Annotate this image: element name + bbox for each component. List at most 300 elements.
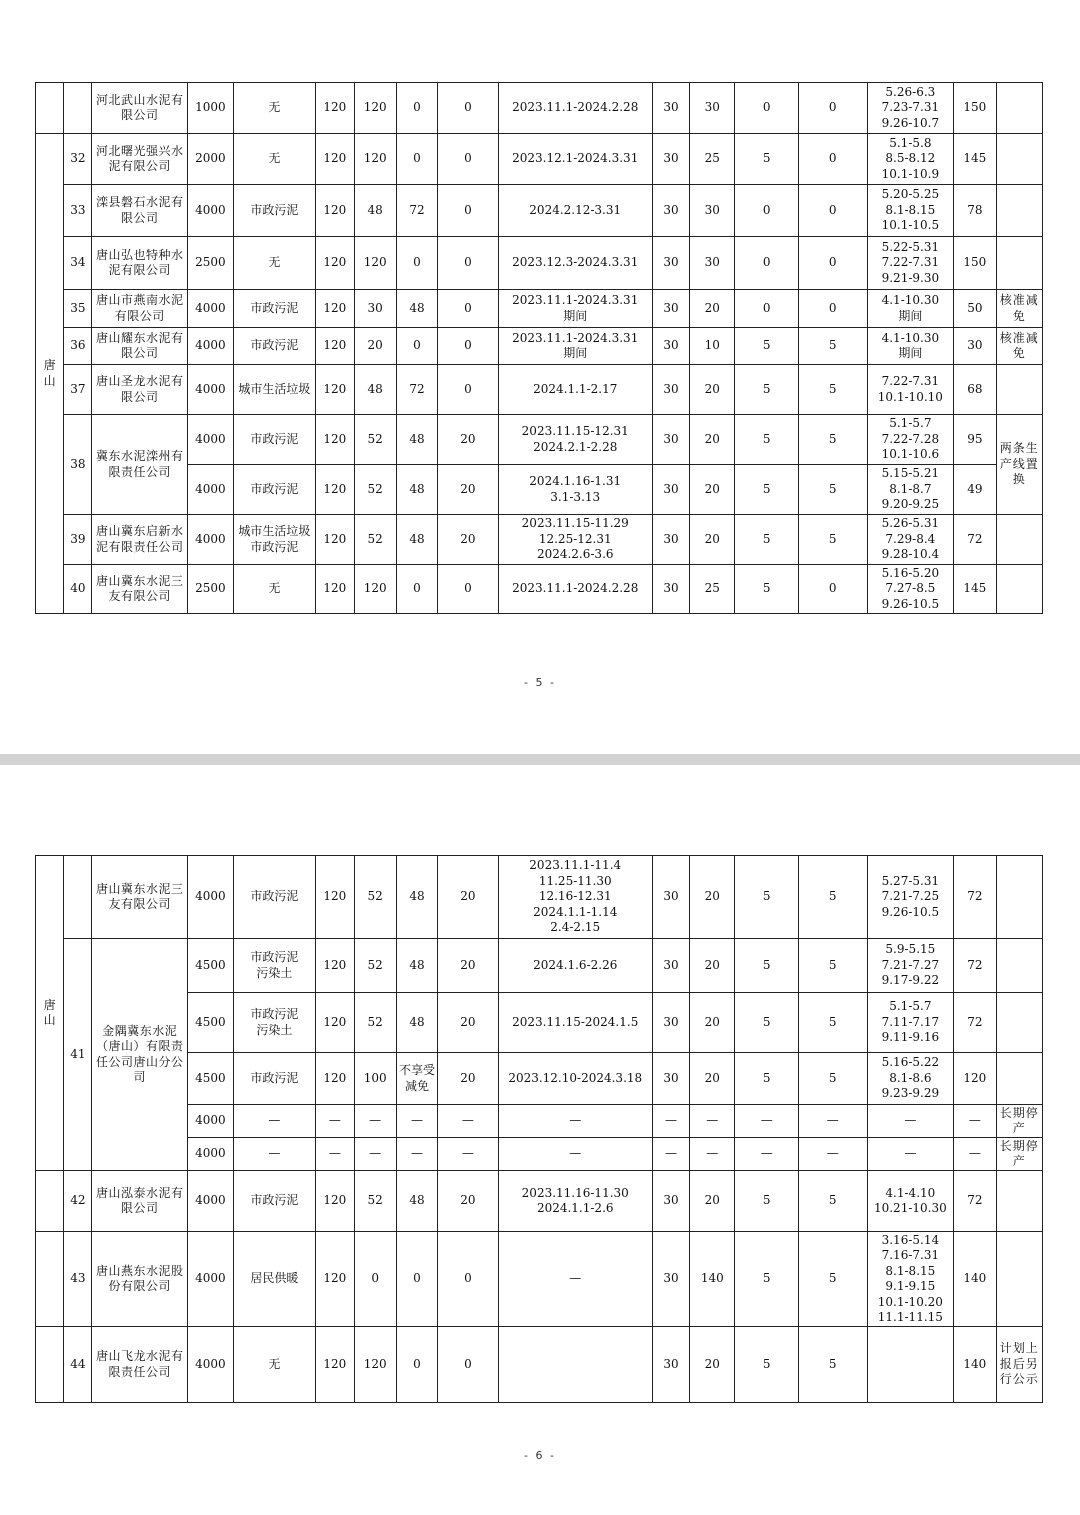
remark [996, 1053, 1042, 1105]
days-d1: — [652, 1138, 689, 1171]
days-d2: 30 [690, 237, 735, 290]
total-days: 140 [954, 1327, 996, 1403]
page-number: - 6 - [524, 1449, 556, 1462]
capacity: 2500 [188, 565, 233, 614]
days-d1: 30 [652, 134, 689, 185]
days-c2: 20 [354, 328, 396, 365]
days-d4: — [798, 1138, 867, 1171]
enterprise-table-page5 [35, 82, 1043, 614]
stop-dates [867, 1327, 954, 1403]
days-c3: 0 [396, 83, 437, 134]
remark: 核准减免 [996, 328, 1042, 365]
days-d3: 5 [735, 1232, 799, 1327]
days-d1: 30 [652, 415, 689, 465]
days-c4: 20 [438, 939, 498, 993]
heating-period: 2023.11.16-11.30 2024.1.1-2.6 [498, 1171, 652, 1232]
capacity: 4000 [188, 1105, 233, 1138]
days-c2: 48 [354, 365, 396, 415]
company-name: 金隅冀东水泥（唐山）有限责任公司唐山分公司 [92, 939, 188, 1171]
company-name: 唐山泓泰水泥有限公司 [92, 1171, 188, 1232]
total-days: 150 [954, 237, 996, 290]
remark: 核准减免 [996, 290, 1042, 328]
days-c1: 120 [316, 515, 354, 565]
total-days: 49 [954, 465, 996, 515]
days-d3: 5 [735, 1327, 799, 1403]
company-name: 滦县磐石水泥有限公司 [92, 185, 188, 237]
table-row [36, 939, 1043, 993]
total-days: 30 [954, 328, 996, 365]
days-c2: 30 [354, 290, 396, 328]
days-d4: 5 [798, 415, 867, 465]
days-c3: 48 [396, 939, 437, 993]
days-c2: 52 [354, 993, 396, 1053]
days-d3: 5 [735, 993, 799, 1053]
days-c3: 72 [396, 185, 437, 237]
reason: 市政污泥 [233, 1053, 316, 1105]
days-c3: 0 [396, 134, 437, 185]
days-d1: 30 [652, 237, 689, 290]
days-d2: 30 [690, 83, 735, 134]
days-d4: 0 [798, 185, 867, 237]
days-c3: 0 [396, 565, 437, 614]
region-cell [36, 1327, 64, 1403]
stop-dates: 5.16-5.22 8.1-8.6 9.23-9.29 [867, 1053, 954, 1105]
table-row [36, 856, 1043, 939]
days-d2: 20 [690, 1327, 735, 1403]
days-c3: 48 [396, 993, 437, 1053]
remark [996, 856, 1042, 939]
stop-dates: 5.1-5.8 8.5-8.12 10.1-10.9 [867, 134, 954, 185]
heating-period: 2023.11.1-2024.2.28 [498, 565, 652, 614]
remark [996, 365, 1042, 415]
remark [996, 515, 1042, 565]
capacity: 4000 [188, 515, 233, 565]
reason: — [233, 1105, 316, 1138]
days-c1: 120 [316, 83, 354, 134]
stop-dates: 5.1-5.7 7.11-7.17 9.11-9.16 [867, 993, 954, 1053]
region-label: 唐山 [36, 856, 64, 1171]
days-d3: 5 [735, 415, 799, 465]
table-row [36, 290, 1043, 328]
days-d1: 30 [652, 290, 689, 328]
days-d2: 30 [690, 185, 735, 237]
stop-dates: 4.1-4.10 10.21-10.30 [867, 1171, 954, 1232]
days-c1: 120 [316, 565, 354, 614]
capacity: 4500 [188, 939, 233, 993]
days-c3: 48 [396, 465, 437, 515]
row-number: 32 [64, 134, 92, 185]
days-d2: 20 [690, 856, 735, 939]
company-name: 唐山圣龙水泥有限公司 [92, 365, 188, 415]
days-d3: 0 [735, 290, 799, 328]
days-c1: 120 [316, 856, 354, 939]
days-c4: 20 [438, 1171, 498, 1232]
days-c1: 120 [316, 328, 354, 365]
heating-period: 2024.1.16-1.31 3.1-3.13 [498, 465, 652, 515]
row-number: 42 [64, 1171, 92, 1232]
days-d2: 20 [690, 290, 735, 328]
days-c1: 120 [316, 1171, 354, 1232]
days-c2: 52 [354, 856, 396, 939]
days-d2: — [690, 1138, 735, 1171]
days-d2: 20 [690, 465, 735, 515]
heating-period: 2023.11.15-2024.1.5 [498, 993, 652, 1053]
days-d3: — [735, 1105, 799, 1138]
days-c4: 0 [438, 328, 498, 365]
row-number: 37 [64, 365, 92, 415]
table-row [36, 1327, 1043, 1403]
total-days: 145 [954, 134, 996, 185]
reason: 市政污泥 [233, 290, 316, 328]
days-d4: 5 [798, 856, 867, 939]
days-c2: 120 [354, 83, 396, 134]
days-c4: 0 [438, 565, 498, 614]
days-c4: — [438, 1105, 498, 1138]
capacity: 4000 [188, 1171, 233, 1232]
total-days: 150 [954, 83, 996, 134]
stop-dates: 5.1-5.7 7.22-7.28 10.1-10.6 [867, 415, 954, 465]
days-d2: — [690, 1105, 735, 1138]
total-days: 72 [954, 856, 996, 939]
remark: 计划上报后另行公示 [996, 1327, 1042, 1403]
reason: 市政污泥 [233, 185, 316, 237]
days-c3: 48 [396, 290, 437, 328]
days-c4: 20 [438, 993, 498, 1053]
total-days: — [954, 1105, 996, 1138]
days-c3: 不享受减免 [396, 1053, 437, 1105]
heating-period: 2024.2.12-3.31 [498, 185, 652, 237]
days-d2: 25 [690, 565, 735, 614]
table-row [36, 365, 1043, 415]
days-d3: 5 [735, 939, 799, 993]
stop-dates: 5.27-5.31 7.21-7.25 9.26-10.5 [867, 856, 954, 939]
reason: 市政污泥 [233, 328, 316, 365]
days-d3: 5 [735, 465, 799, 515]
days-c3: 48 [396, 856, 437, 939]
days-d2: 25 [690, 134, 735, 185]
days-c2: 52 [354, 515, 396, 565]
remark: 长期停产 [996, 1138, 1042, 1171]
heating-period: 2024.1.6-2.26 [498, 939, 652, 993]
days-c2: 52 [354, 415, 396, 465]
stop-dates: 5.9-5.15 7.21-7.27 9.17-9.22 [867, 939, 954, 993]
days-c3: 0 [396, 1232, 437, 1327]
region-cell [36, 1171, 64, 1232]
total-days: 72 [954, 939, 996, 993]
days-c2: 52 [354, 939, 396, 993]
company-name: 河北武山水泥有限公司 [92, 83, 188, 134]
row-number: 33 [64, 185, 92, 237]
days-c1: 120 [316, 1327, 354, 1403]
total-days: 120 [954, 1053, 996, 1105]
stop-dates: 5.15-5.21 8.1-8.7 9.20-9.25 [867, 465, 954, 515]
reason: 市政污泥 [233, 1171, 316, 1232]
capacity: 4000 [188, 290, 233, 328]
stop-dates: 5.26-6.3 7.23-7.31 9.26-10.7 [867, 83, 954, 134]
days-c2: — [354, 1138, 396, 1171]
days-c1: 120 [316, 237, 354, 290]
days-c3: 0 [396, 237, 437, 290]
days-d3: 5 [735, 365, 799, 415]
remark [996, 83, 1042, 134]
heating-period: — [498, 1138, 652, 1171]
table-row [36, 415, 1043, 465]
days-d2: 20 [690, 1053, 735, 1105]
total-days: — [954, 1138, 996, 1171]
company-name: 唐山冀东水泥三友有限公司 [92, 856, 188, 939]
days-d3: — [735, 1138, 799, 1171]
stop-dates: 5.20-5.25 8.1-8.15 10.1-10.5 [867, 185, 954, 237]
days-c4: 0 [438, 185, 498, 237]
days-c4: 20 [438, 1053, 498, 1105]
total-days: 72 [954, 515, 996, 565]
days-d3: 5 [735, 856, 799, 939]
days-d4: 5 [798, 465, 867, 515]
days-d1: 30 [652, 328, 689, 365]
table-row [36, 134, 1043, 185]
row-number: 35 [64, 290, 92, 328]
company-name: 唐山飞龙水泥有限责任公司 [92, 1327, 188, 1403]
days-d3: 5 [735, 1171, 799, 1232]
days-c1: 120 [316, 1232, 354, 1327]
remark [996, 993, 1042, 1053]
days-d4: 5 [798, 1053, 867, 1105]
days-c1: 120 [316, 1053, 354, 1105]
days-c4: 0 [438, 365, 498, 415]
row-number: 39 [64, 515, 92, 565]
days-d2: 10 [690, 328, 735, 365]
heating-period: 2023.12.10-2024.3.18 [498, 1053, 652, 1105]
reason: 无 [233, 565, 316, 614]
days-c3: — [396, 1138, 437, 1171]
days-d3: 0 [735, 185, 799, 237]
days-d2: 20 [690, 415, 735, 465]
heating-period: — [498, 1232, 652, 1327]
reason: 无 [233, 237, 316, 290]
days-c4: 0 [438, 1327, 498, 1403]
days-c1: — [316, 1105, 354, 1138]
days-c4: 0 [438, 237, 498, 290]
reason: — [233, 1138, 316, 1171]
company-name: 河北曙光强兴水泥有限公司 [92, 134, 188, 185]
days-c2: 48 [354, 185, 396, 237]
days-d1: 30 [652, 993, 689, 1053]
days-d1: 30 [652, 939, 689, 993]
reason: 市政污泥 污染土 [233, 993, 316, 1053]
days-d4: 5 [798, 993, 867, 1053]
days-c2: 52 [354, 465, 396, 515]
table-row [36, 83, 1043, 134]
company-name: 唐山弘也特种水泥有限公司 [92, 237, 188, 290]
table-row [36, 1171, 1043, 1232]
capacity: 4500 [188, 993, 233, 1053]
heating-period: 2023.11.15-11.29 12.25-12.31 2024.2.6-3.6 [498, 515, 652, 565]
days-c2: 0 [354, 1232, 396, 1327]
row-number: 44 [64, 1327, 92, 1403]
days-d3: 5 [735, 134, 799, 185]
heating-period [498, 1327, 652, 1403]
table-row [36, 1232, 1043, 1327]
days-c2: 120 [354, 1327, 396, 1403]
capacity: 4000 [188, 465, 233, 515]
reason: 市政污泥 [233, 465, 316, 515]
heating-period: 2023.11.1-2024.2.28 [498, 83, 652, 134]
days-c4: 0 [438, 83, 498, 134]
total-days: 95 [954, 415, 996, 465]
reason: 无 [233, 134, 316, 185]
days-d4: 5 [798, 365, 867, 415]
heating-period: 2024.1.1-2.17 [498, 365, 652, 415]
enterprise-table-page6 [35, 855, 1043, 1403]
days-d2: 20 [690, 939, 735, 993]
days-d2: 140 [690, 1232, 735, 1327]
reason: 无 [233, 1327, 316, 1403]
remark: 两条生产线置换 [996, 415, 1042, 515]
table-row [36, 328, 1043, 365]
company-name: 唐山市燕南水泥有限公司 [92, 290, 188, 328]
remark [996, 1232, 1042, 1327]
days-d3: 5 [735, 565, 799, 614]
page-number: - 5 - [524, 676, 556, 689]
remark [996, 1171, 1042, 1232]
days-c4: 20 [438, 515, 498, 565]
days-c1: 120 [316, 415, 354, 465]
heating-period: — [498, 1105, 652, 1138]
days-c3: — [396, 1105, 437, 1138]
days-c4: 20 [438, 415, 498, 465]
days-d3: 0 [735, 83, 799, 134]
days-c2: 120 [354, 134, 396, 185]
total-days: 72 [954, 993, 996, 1053]
stop-dates: 3.16-5.14 7.16-7.31 8.1-8.15 9.1-9.15 10.1-10.20 11.1-11.15 [867, 1232, 954, 1327]
remark: 长期停产 [996, 1105, 1042, 1138]
stop-dates: 5.16-5.20 7.27-8.5 9.26-10.5 [867, 565, 954, 614]
days-d4: 0 [798, 290, 867, 328]
row-number: 40 [64, 565, 92, 614]
days-c3: 72 [396, 365, 437, 415]
days-c4: 20 [438, 465, 498, 515]
page-separator [0, 754, 1080, 765]
total-days: 78 [954, 185, 996, 237]
days-c2: 120 [354, 237, 396, 290]
remark [996, 237, 1042, 290]
capacity: 1000 [188, 83, 233, 134]
days-c1: 120 [316, 185, 354, 237]
stop-dates: — [867, 1105, 954, 1138]
region-cell [36, 1232, 64, 1327]
total-days: 140 [954, 1232, 996, 1327]
days-c4: — [438, 1138, 498, 1171]
row-number: 34 [64, 237, 92, 290]
remark [996, 134, 1042, 185]
capacity: 4000 [188, 1138, 233, 1171]
days-c4: 0 [438, 290, 498, 328]
table-row [36, 237, 1043, 290]
days-d1: 30 [652, 565, 689, 614]
company-name: 唐山耀东水泥有限公司 [92, 328, 188, 365]
days-c4: 20 [438, 856, 498, 939]
remark [996, 185, 1042, 237]
days-d4: 0 [798, 134, 867, 185]
row-number: 43 [64, 1232, 92, 1327]
days-d4: 5 [798, 1327, 867, 1403]
heating-period: 2023.12.1-2024.3.31 [498, 134, 652, 185]
company-name: 唐山冀东启新水泥有限责任公司 [92, 515, 188, 565]
days-d1: 30 [652, 465, 689, 515]
days-d4: 5 [798, 1171, 867, 1232]
days-c3: 48 [396, 1171, 437, 1232]
remark [996, 565, 1042, 614]
days-d4: 0 [798, 83, 867, 134]
reason: 市政污泥 [233, 415, 316, 465]
days-d1: 30 [652, 1171, 689, 1232]
days-d4: 5 [798, 1232, 867, 1327]
days-d1: 30 [652, 83, 689, 134]
days-d1: 30 [652, 185, 689, 237]
total-days: 50 [954, 290, 996, 328]
capacity: 2500 [188, 237, 233, 290]
days-c2: — [354, 1105, 396, 1138]
row-number [64, 856, 92, 939]
total-days: 145 [954, 565, 996, 614]
days-c2: 52 [354, 1171, 396, 1232]
days-d3: 5 [735, 328, 799, 365]
company-name: 冀东水泥滦州有限责任公司 [92, 415, 188, 515]
table-row [36, 185, 1043, 237]
capacity: 4000 [188, 1327, 233, 1403]
days-c4: 0 [438, 134, 498, 185]
company-name: 唐山冀东水泥三友有限公司 [92, 565, 188, 614]
reason: 居民供暖 [233, 1232, 316, 1327]
days-c1: 120 [316, 465, 354, 515]
days-d3: 5 [735, 515, 799, 565]
heating-period: 2023.11.1-2024.3.31 期间 [498, 328, 652, 365]
company-name: 唐山燕东水泥股份有限公司 [92, 1232, 188, 1327]
heating-period: 2023.11.1-11.4 11.25-11.30 12.16-12.31 2024.1.1-1.14 2.4-2.15 [498, 856, 652, 939]
days-d4: 0 [798, 565, 867, 614]
reason: 市政污泥 [233, 856, 316, 939]
days-c3: 0 [396, 328, 437, 365]
capacity: 4000 [188, 328, 233, 365]
days-d1: — [652, 1105, 689, 1138]
heating-period: 2023.12.3-2024.3.31 [498, 237, 652, 290]
days-d4: 0 [798, 237, 867, 290]
reason: 无 [233, 83, 316, 134]
table-row [36, 565, 1043, 614]
days-c1: 120 [316, 365, 354, 415]
stop-dates: 4.1-10.30 期间 [867, 328, 954, 365]
reason: 城市生活垃圾 市政污泥 [233, 515, 316, 565]
table-row [36, 515, 1043, 565]
stop-dates: — [867, 1138, 954, 1171]
days-d2: 20 [690, 515, 735, 565]
capacity: 4000 [188, 185, 233, 237]
heating-period: 2023.11.1-2024.3.31 期间 [498, 290, 652, 328]
days-c3: 0 [396, 1327, 437, 1403]
days-c2: 120 [354, 565, 396, 614]
stop-dates: 5.22-5.31 7.22-7.31 9.21-9.30 [867, 237, 954, 290]
days-d3: 0 [735, 237, 799, 290]
days-c1: 120 [316, 134, 354, 185]
days-c2: 100 [354, 1053, 396, 1105]
days-c1: 120 [316, 939, 354, 993]
days-d1: 30 [652, 515, 689, 565]
region-cell [36, 83, 64, 134]
capacity: 4000 [188, 415, 233, 465]
days-d4: — [798, 1105, 867, 1138]
days-c3: 48 [396, 415, 437, 465]
remark [996, 939, 1042, 993]
